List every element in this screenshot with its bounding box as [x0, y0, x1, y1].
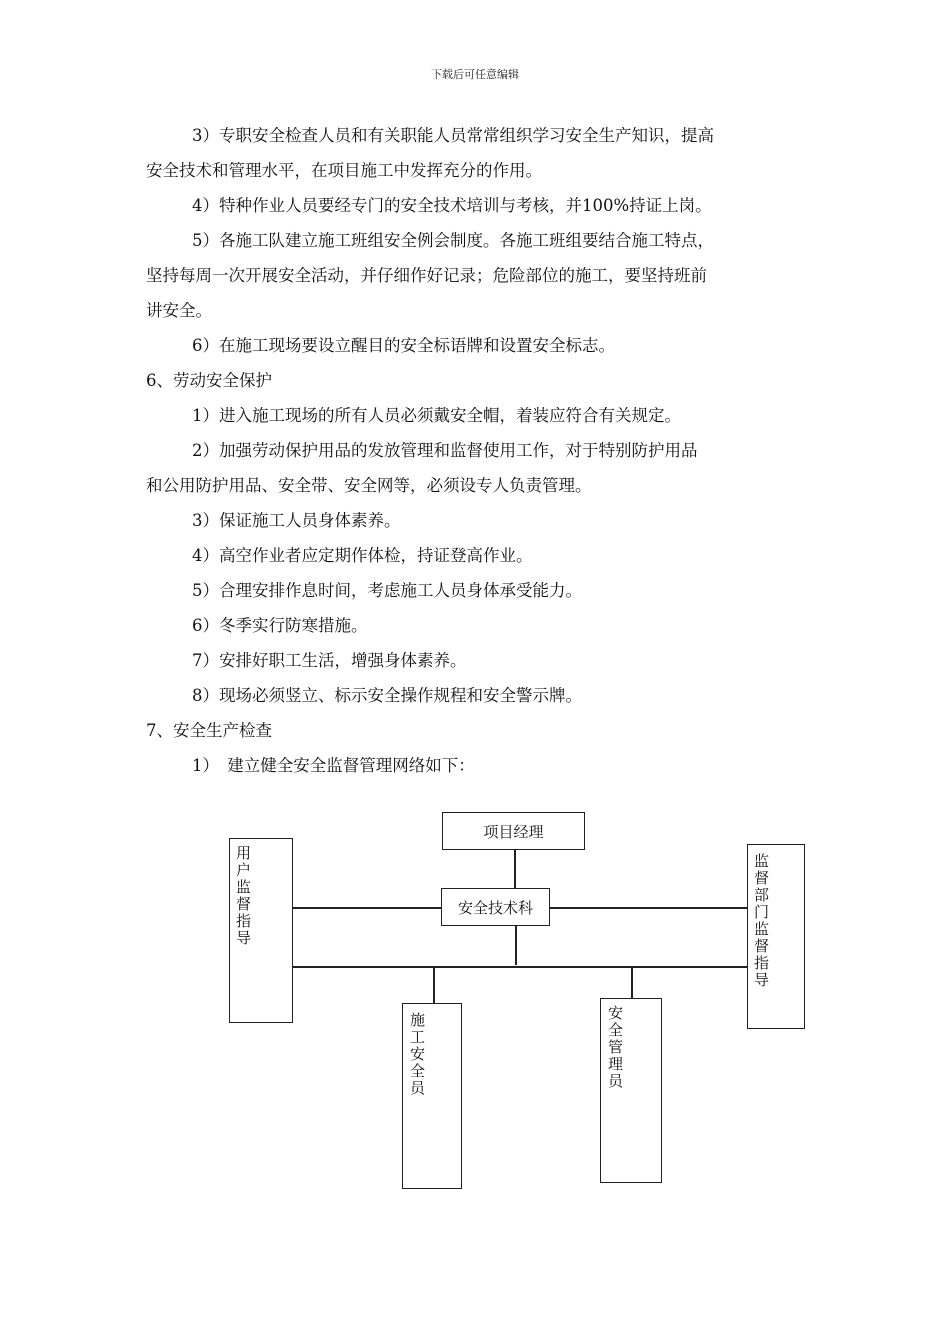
- paragraph: 3）保证施工人员身体素养。: [192, 511, 401, 530]
- safety-manager-box: [600, 998, 662, 1183]
- connector-line: [514, 849, 516, 889]
- paragraph: 3）专职安全检查人员和有关职能人员常常组织学习安全生产知识，提高: [192, 126, 714, 145]
- paragraph: 4）特种作业人员要经专门的安全技术培训与考核，并100%持证上岗。: [192, 196, 712, 215]
- connector-line: [433, 967, 435, 1004]
- connector-line: [631, 967, 633, 999]
- user-supervision-box: [229, 838, 293, 1023]
- project-manager-box: 项目经理: [442, 812, 585, 850]
- paragraph: 2）加强劳动保护用品的发放管理和监督使用工作，对于特别防护用品: [192, 441, 698, 460]
- paragraph: 7）安排好职工生活，增强身体素养。: [192, 651, 467, 670]
- dept-supervision-label: 监督部门监督指导: [754, 852, 770, 989]
- connector-line: [549, 907, 748, 909]
- safety-manager-label: 安全管理员: [608, 1004, 624, 1090]
- paragraph: 4）高空作业者应定期作体检，持证登高作业。: [192, 546, 533, 565]
- site-safety-officer-box: [402, 1003, 462, 1189]
- paragraph: 1） 建立健全安全监督管理网络如下：: [192, 756, 475, 775]
- dept-supervision-box: [747, 844, 805, 1029]
- paragraph: 5）各施工队建立施工班组安全例会制度。各施工班组要结合施工特点，: [192, 231, 714, 250]
- paragraph: 安全技术和管理水平，在项目施工中发挥充分的作用。: [146, 161, 542, 180]
- section-heading: 6、劳动安全保护: [146, 371, 272, 390]
- paragraph: 坚持每周一次开展安全活动，并仔细作好记录；危险部位的施工，要坚持班前: [146, 266, 707, 285]
- paragraph: 8）现场必须竖立、标示安全操作规程和安全警示牌。: [192, 686, 582, 705]
- paragraph: 5）合理安排作息时间，考虑施工人员身体承受能力。: [192, 581, 582, 600]
- paragraph: 6）冬季实行防寒措施。: [192, 616, 368, 635]
- page-header: 下载后可任意编辑: [431, 68, 519, 81]
- connector-line: [515, 925, 517, 965]
- safety-dept-box: 安全技术科: [441, 888, 550, 926]
- connector-line: [292, 907, 442, 909]
- section-heading: 7、安全生产检查: [146, 721, 272, 740]
- paragraph: 6）在施工现场要设立醒目的安全标语牌和设置安全标志。: [192, 336, 615, 355]
- user-supervision-label: 用户监督指导: [236, 844, 252, 947]
- paragraph: 讲安全。: [146, 301, 212, 320]
- connector-line: [292, 966, 748, 968]
- paragraph: 和公用防护用品、安全带、安全网等，必须设专人负责管理。: [146, 476, 592, 495]
- paragraph: 1）进入施工现场的所有人员必须戴安全帽，着装应符合有关规定。: [192, 406, 681, 425]
- site-safety-officer-label: 施工安全员: [410, 1011, 426, 1097]
